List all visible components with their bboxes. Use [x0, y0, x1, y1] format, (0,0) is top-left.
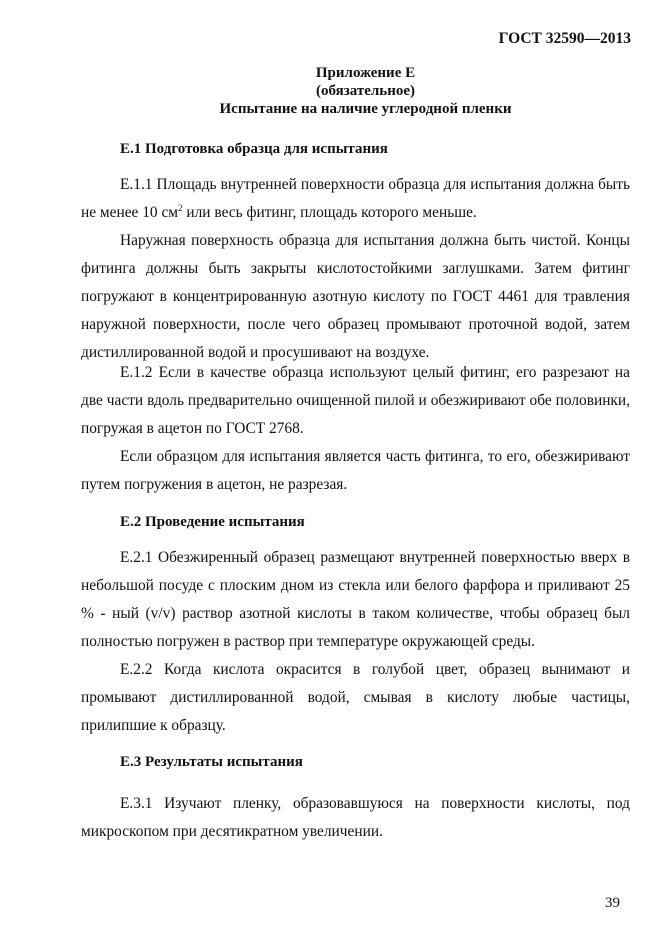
paragraph-text: Е.1.1 Площадь внутренней поверхности образца для испытания должна быть не менее 10 см: [81, 176, 630, 221]
paragraph-e3-1: Е.3.1 Изучают пленку, образовавшуюся на поверхности кислоты, под микроскопом при десятикратном увеличении.: [81, 795, 630, 840]
appendix-status: (обязательное): [315, 83, 416, 99]
appendix-title: Приложение Е: [315, 65, 416, 81]
superscript: 2: [178, 202, 183, 213]
paragraph-e2-2: Е.2.2 Когда кислота окрасится в голубой цвет, образец вынимают и промывают дистиллированной водой, смывая в кислоту любые частицы, прилипшие к образцу.: [81, 661, 630, 734]
section-heading-e3: Е.3 Результаты испытания: [120, 754, 303, 770]
page-number: 39: [605, 895, 620, 911]
appendix-title-block: [0, 64, 661, 118]
paragraph-e2-1: Е.2.1 Обезжиренный образец размещают внутренней поверхностью вверх в небольшой посуде с плоским дном из стекла или белого фарфора и приливают 25 % - ный (v/v) раствор азотной кислоты в таком количестве, чтобы образец был полностью погружен в раствор при температуре окружающей среды.: [81, 549, 630, 650]
section-heading-e2: Е.2 Проведение испытания: [120, 514, 305, 530]
paragraph-text: или весь фитинг, площадь которого меньше.: [182, 204, 477, 221]
paragraph-e1-2: Е.1.2 Если в качестве образца используют целый фитинг, его разрезают на две части вдоль предварительно очищенной пилой и обезжиривают обе половинки, погружая в ацетон по ГОСТ 2768.: [81, 364, 630, 437]
appendix-name: Испытание на наличие углеродной пленки: [219, 101, 512, 117]
document-code-header: ГОСТ 32590—2013: [498, 30, 631, 47]
paragraph-e1-2-part: Если образцом для испытания является часть фитинга, то его, обезжиривают путем погружения в ацетон, не разрезая.: [81, 448, 630, 493]
paragraph-e1-1-surface: Наружная поверхность образца для испытания должна быть чистой. Концы фитинга должны быть закрыты кислотостойкими заглушками. Затем фитинг погружают в концентрированную азотную кислоту по ГОСТ 4461 для травления наружной поверхности, после чего образец промывают проточной водой, затем дистиллированной водой и просушивают на воздухе.: [81, 232, 630, 361]
paragraph-e1-1: [81, 171, 630, 227]
section-heading-e1: Е.1 Подготовка образца для испытания: [120, 141, 388, 157]
